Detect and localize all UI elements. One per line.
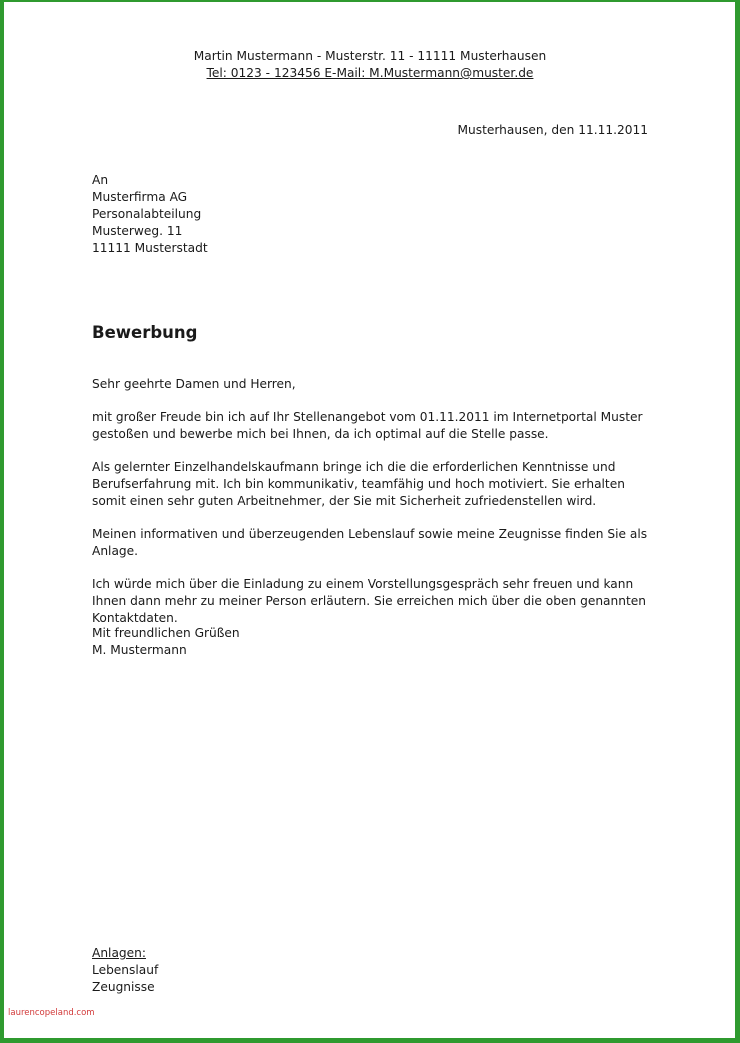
recipient-line: Musterfirma AG [92,190,188,204]
attachment-item: Lebenslauf [92,963,159,977]
letter-subject: Bewerbung [92,323,198,342]
recipient-line: 11111 Musterstadt [92,241,208,255]
closing-greeting: Mit freundlichen Grüßen [92,626,240,640]
signature-name: M. Mustermann [92,643,187,657]
recipient-line: An [92,173,109,187]
recipient-line: Musterweg. 11 [92,224,183,238]
sender-header [0,48,740,82]
body-paragraph: Ich würde mich über die Einladung zu einem Vorstellungsgespräch sehr freuen und kann Ihnen dann mehr zu meiner Person erläutern. Sie erreichen mich über die oben genannten Kontaktdaten. [92,577,646,625]
watermark: laurencopeland.com [8,1008,95,1018]
letter-date: Musterhausen, den 11.11.2011 [457,123,648,137]
body-paragraph: Meinen informativen und überzeugenden Lebenslauf sowie meine Zeugnisse finden Sie als Anlage. [92,527,648,558]
closing-block [92,625,240,659]
attachments-block [92,945,158,996]
body-paragraph: Als gelernter Einzelhandelskaufmann bringe ich die die erforderlichen Kenntnisse und Berufserfahrung mit. Ich bin kommunikativ, teamfähig und hoch motiviert. Sie erhalten somit einen sehr guten Arbeitnehmer, der Sie mit Sicherheit zufriedenstellen wird. [92,460,625,508]
sender-contact: Tel: 0123 - 123456 E-Mail: M.Mustermann@muster.de [206,66,534,80]
attachment-item: Zeugnisse [92,980,155,994]
letter-body [92,376,652,643]
salutation: Sehr geehrte Damen und Herren, [92,377,296,391]
recipient-line: Personalabteilung [92,207,202,221]
recipient-address [92,172,208,257]
sender-address: Martin Mustermann - Musterstr. 11 - 11111 Musterhausen [193,49,547,63]
body-paragraph: mit großer Freude bin ich auf Ihr Stellenangebot vom 01.11.2011 im Internetportal Muster gestoßen und bewerbe mich bei Ihnen, da ich optimal auf die Stelle passe. [92,410,643,441]
attachments-heading: Anlagen: [92,946,146,960]
